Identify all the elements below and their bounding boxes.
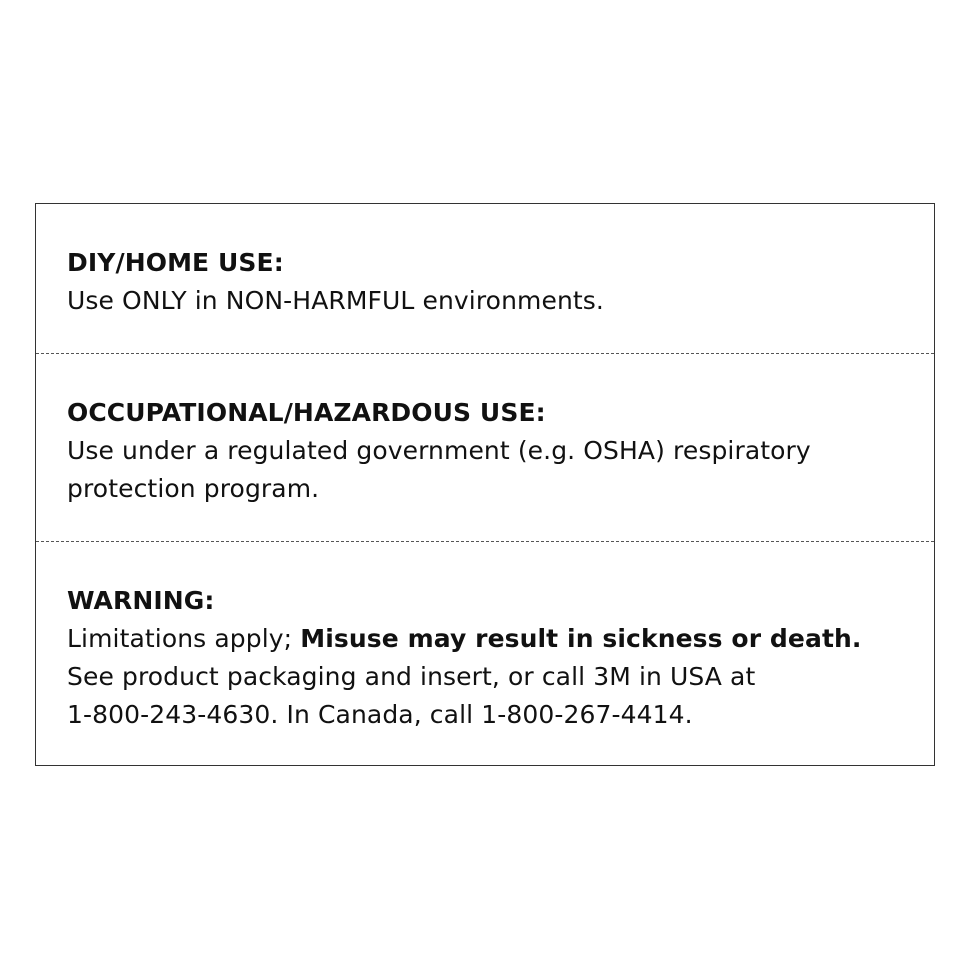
diy-home-use-text: Use ONLY in NON-HARMFUL environments.	[67, 286, 604, 315]
limitations-text: Limitations apply;	[67, 624, 301, 653]
occupational-use-section	[36, 394, 934, 508]
diy-home-use-heading: DIY/HOME USE:	[67, 248, 284, 277]
warning-heading: WARNING:	[67, 586, 215, 615]
warning-section	[36, 582, 934, 734]
occupational-use-heading: OCCUPATIONAL/HAZARDOUS USE:	[67, 398, 546, 427]
dashed-divider	[36, 541, 934, 542]
warning-text-line-2: See product packaging and insert, or call 3M in USA at	[67, 662, 756, 691]
diy-home-use-section	[36, 244, 934, 320]
misuse-warning-text: Misuse may result in sickness or death.	[300, 624, 862, 653]
occupational-use-text-line-2: protection program.	[67, 474, 320, 503]
warning-text-line-3: 1-800-243-4630. In Canada, call 1-800-267-4414.	[67, 700, 693, 729]
warning-text-line-1	[67, 620, 914, 658]
occupational-use-text-line-1: Use under a regulated government (e.g. OSHA) respiratory	[67, 436, 811, 465]
warning-label-box	[35, 203, 935, 766]
dashed-divider	[36, 353, 934, 354]
